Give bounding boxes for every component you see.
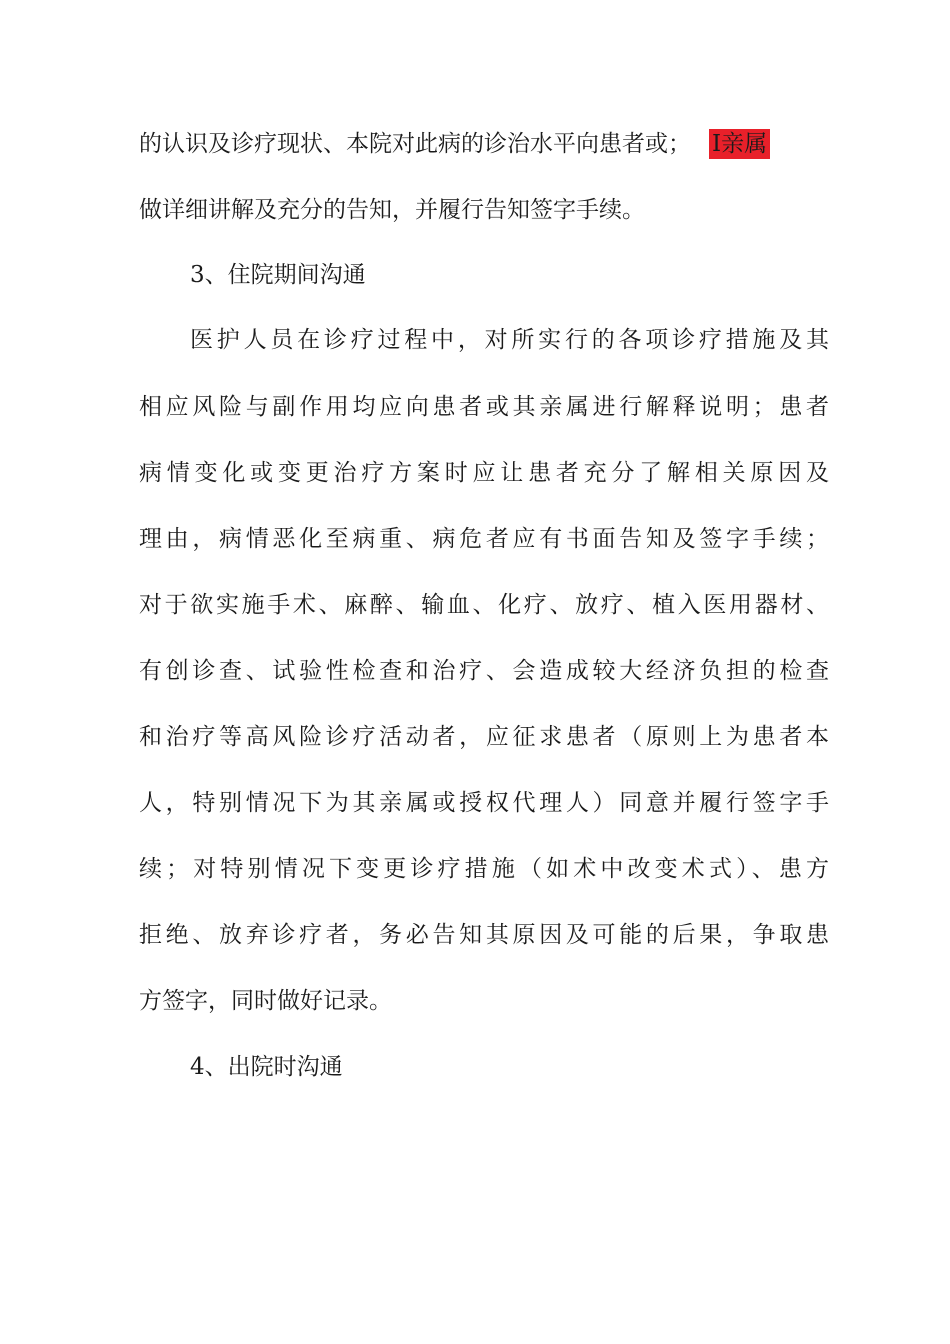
paragraph-line: 医护人员在诊疗过程中，对所实行的各项诊疗措施及其 — [190, 327, 829, 353]
paragraph-line: 病情变化或变更治疗方案时应让患者充分了解相关原因及 — [139, 460, 829, 486]
paragraph-line — [139, 128, 829, 160]
paragraph-line: 对于欲实施手术、麻醉、输血、化疗、放疗、植入医用器材、 — [139, 592, 829, 618]
paragraph-text: 的认识及诊疗现状、本院对此病的诊治水平向患者或； — [139, 131, 691, 157]
paragraph-line: 续；对特别情况下变更诊疗措施（如术中改变术式）、患方 — [139, 856, 829, 882]
paragraph-line: 和治疗等高风险诊疗活动者，应征求患者（原则上为患者本 — [139, 724, 829, 750]
paragraph-line: 拒绝、放弃诊疗者，务必告知其原因及可能的后果，争取患 — [139, 922, 829, 948]
section-heading-3: 3、住院期间沟通 — [190, 262, 366, 288]
paragraph-line: 做详细讲解及充分的告知，并履行告知签字手续。 — [139, 197, 645, 223]
paragraph-line: 相应风险与副作用均应向患者或其亲属进行解释说明；患者 — [139, 394, 829, 420]
highlighted-text: I亲属 — [709, 129, 770, 159]
section-heading-4: 4、出院时沟通 — [190, 1054, 343, 1080]
paragraph-line: 有创诊查、试验性检查和治疗、会造成较大经济负担的检查 — [139, 658, 829, 684]
paragraph-line: 理由，病情恶化至病重、病危者应有书面告知及签字手续； — [139, 526, 829, 552]
paragraph-line: 人，特别情况下为其亲属或授权代理人）同意并履行签字手 — [139, 790, 829, 816]
paragraph-line: 方签字，同时做好记录。 — [139, 988, 392, 1014]
